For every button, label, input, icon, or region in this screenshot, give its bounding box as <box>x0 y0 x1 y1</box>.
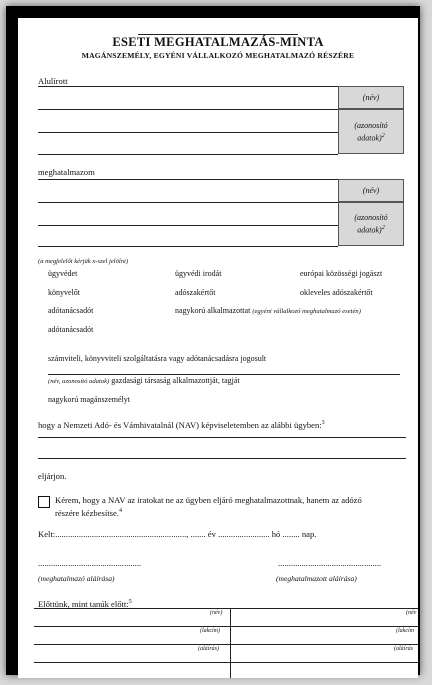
request-line-1: Kérem, hogy a NAV az iratokat ne az ügyben eljáró meghatalmazottnak, hanem az adózó <box>55 495 362 505</box>
option-okleveles-adoszakerto[interactable]: okleveles adószakértőt <box>300 288 373 297</box>
id-line-2[interactable] <box>38 154 338 155</box>
id-box-2 <box>338 202 404 246</box>
document-page <box>18 18 418 678</box>
witness-2-address: (lakcím <box>396 628 414 634</box>
id-box-2-line1: (azonosító <box>354 213 388 223</box>
adult-person-line: nagykorú magánszemélyt <box>48 395 130 404</box>
witness-divider <box>230 608 231 678</box>
option-konyvelo[interactable]: könyvelőt <box>48 288 80 297</box>
option-adoszakerto[interactable]: adószakértőt <box>175 288 216 297</box>
name-line-1 <box>38 86 338 87</box>
name-box-1: (név) <box>338 86 404 109</box>
witness-2-signature: (aláírás <box>394 646 414 652</box>
option-kozossegi-jogasz[interactable]: európai közösségi jogászt <box>300 269 383 278</box>
proceed-text: eljárjon. <box>38 471 67 481</box>
id-box-1-line1: (azonosító <box>354 120 388 130</box>
id-box-2-line2: adatok)$^2$ <box>357 225 385 235</box>
option-ugyvedi-iroda[interactable]: ügyvédi irodát <box>175 269 222 278</box>
witness-2-name: (név <box>406 610 417 616</box>
witness-row-line <box>34 626 418 627</box>
id-line-3[interactable] <box>38 225 338 226</box>
document-frame <box>6 6 420 675</box>
name-line-4[interactable] <box>38 202 338 203</box>
option-adotanacsado[interactable]: adótanácsadót <box>48 306 94 315</box>
option-adotanacsado-2[interactable]: adótanácsadót <box>48 325 94 334</box>
instruction-text: (a megfelelőt kérjük x-szel jelölni) <box>38 258 129 265</box>
nav-text: hogy a Nemzeti Adó- és Vámhivatalnál (NAV) képviseletemben az alábbi ügyben:$^3$ <box>38 420 325 430</box>
sig-dots-left[interactable]: ................................................ <box>38 558 142 568</box>
accounting-line: számviteli, könyvviteli szolgáltatásra vagy adótanácsadásra jogosult <box>48 354 267 363</box>
option-nagykoru-note: (egyéni vállalkozó meghatalmazó esetén) <box>252 308 361 315</box>
company-text: (név, azonosító adatok) gazdasági társaság alkalmazottját, tagját <box>48 376 240 385</box>
delivery-checkbox[interactable] <box>38 496 50 508</box>
id-box-1 <box>338 109 404 154</box>
meghatalmazom-label: meghatalmazom <box>38 167 95 177</box>
witness-1-address: (lakcím) <box>200 628 220 634</box>
id-line-1[interactable] <box>38 132 338 133</box>
name-box-2: (név) <box>338 179 404 202</box>
case-line-1[interactable] <box>38 437 406 438</box>
id-box-1-line2: adatok)$^2$ <box>357 132 385 143</box>
witness-row-line <box>34 662 418 663</box>
name-line-2[interactable] <box>38 109 338 110</box>
request-line-2: részére kézbesítse.$^4$ <box>55 508 122 518</box>
witness-row-line <box>34 608 418 609</box>
witness-1-name: (név) <box>210 610 223 616</box>
id-line-4[interactable] <box>38 246 338 247</box>
company-line[interactable] <box>48 374 400 375</box>
witness-row-line <box>34 644 418 645</box>
page-subtitle: MAGÁNSZEMÉLY, EGYÉNI VÁLLALKOZÓ MEGHATALMAZÓ RÉSZÉRE <box>81 51 355 60</box>
date-line[interactable]: Kelt:............................................................., ....... év ........................ hó ........ nap. <box>38 529 317 539</box>
name-line-3 <box>38 179 338 180</box>
option-ugyved[interactable]: ügyvédet <box>48 269 78 278</box>
sig-left-label: (meghatalmazó aláírása) <box>38 574 115 583</box>
alulirott-label: Alulírott <box>38 76 68 86</box>
case-line-2[interactable] <box>38 458 406 459</box>
sig-right-label: (meghatalmazott aláírása) <box>276 574 357 583</box>
witness-1-signature: (aláírás) <box>198 646 219 652</box>
witness-table <box>34 608 418 676</box>
witness-label: Előttünk, mint tanúk előtt:$^5$ <box>38 599 132 609</box>
sig-dots-right[interactable]: ................................................ <box>278 558 382 568</box>
page-title: ESETI MEGHATALMAZÁS-MINTA <box>112 35 324 49</box>
option-nagykoru-alkalmazott[interactable]: nagykorú alkalmazottat (egyéni vállalkozó meghatalmazó esetén) <box>175 306 361 315</box>
